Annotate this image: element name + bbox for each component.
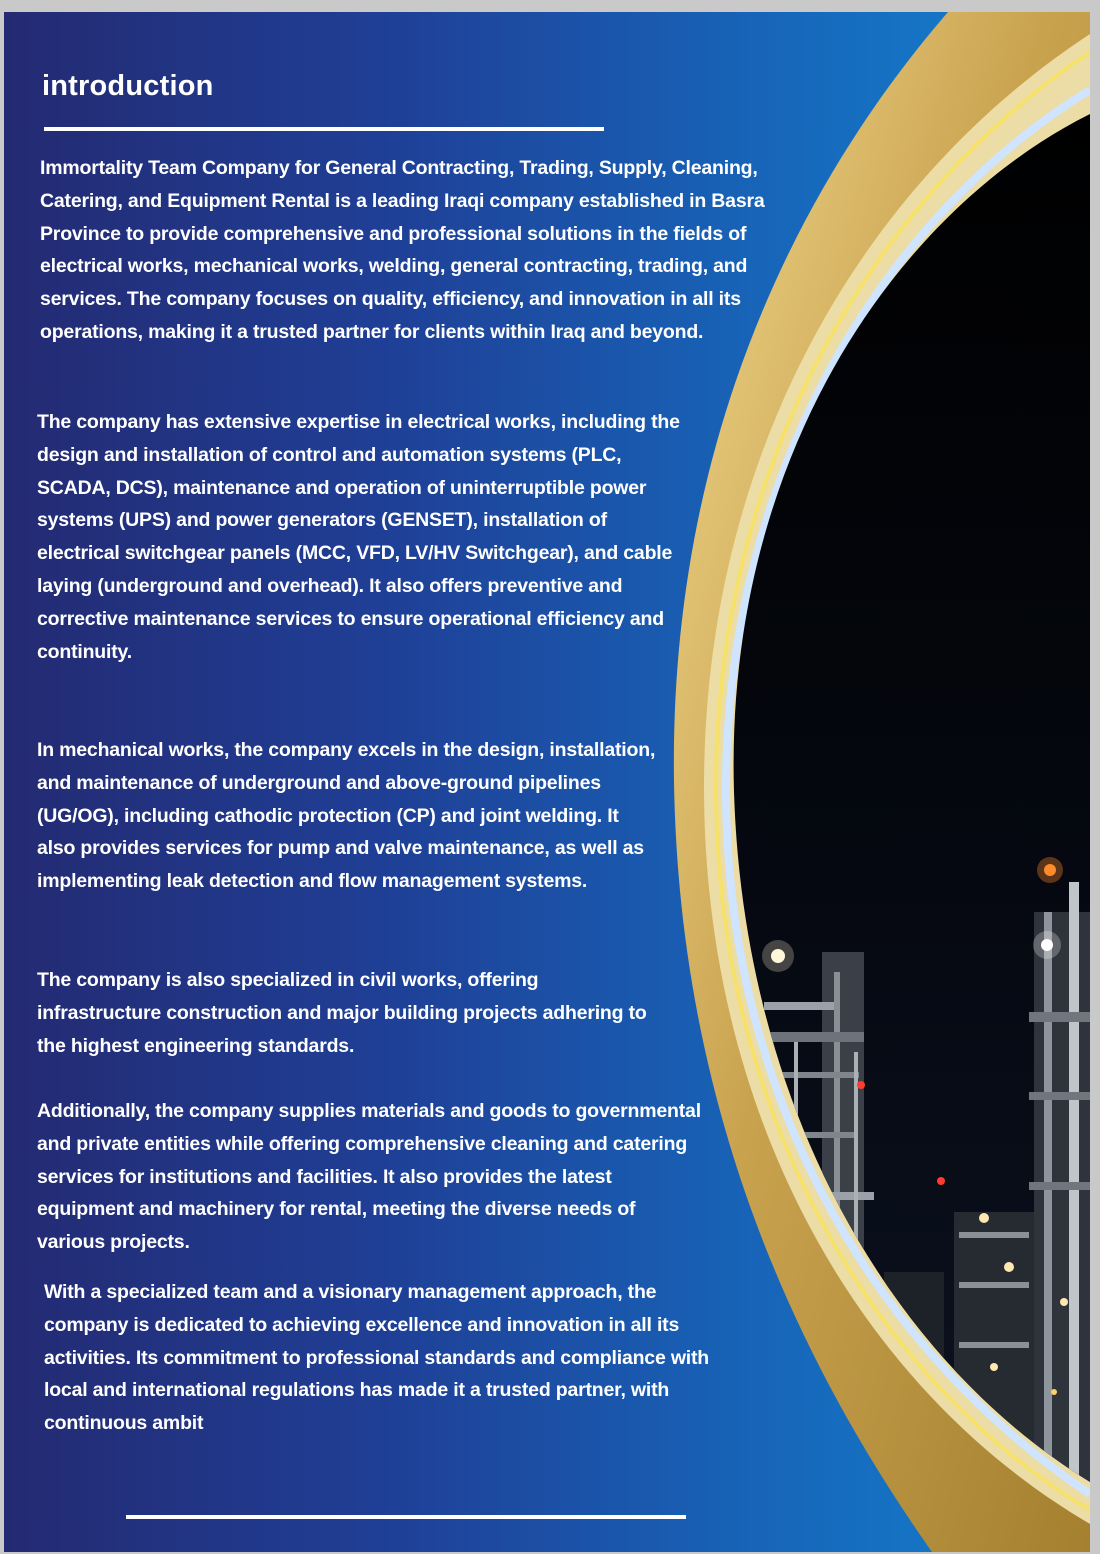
page-title: introduction bbox=[42, 70, 214, 102]
title-underline bbox=[44, 127, 604, 131]
brochure-page bbox=[4, 12, 1090, 1552]
paragraph-electrical-works: The company has extensive expertise in electrical works, including the design and installation of control and automation systems (PLC, SCADA, DCS), maintenance and operation of uninterruptible power systems (UPS) and power generators (GENSET), installation of electrical switchgear panels (MCC, VFD, LV/HV Switchgear), and cable laying (underground and overhead). It also offers preventive and corrective maintenance services to ensure operational efficiency and continuity. bbox=[37, 411, 680, 663]
footer-rule bbox=[126, 1515, 686, 1519]
paragraph-mechanical-works: In mechanical works, the company excels in the design, installation, and maintenance of underground and above-ground pipelines (UG/OG), including cathodic protection (CP) and joint welding. It also provides services for pump and valve maintenance, as well as implementing leak detection and flow management systems. bbox=[37, 739, 656, 893]
paragraph-civil-works: The company is also specialized in civil works, offering infrastructure construction and major building projects adhering to the highest engineering standards. bbox=[37, 969, 647, 1057]
paragraph-supply-services: Additionally, the company supplies materials and goods to governmental and private entities while offering comprehensive cleaning and catering services for institutions and facilities. It also provides the latest equipment and machinery for rental, meeting the diverse needs of various projects. bbox=[37, 1100, 701, 1254]
paragraph-team-vision: With a specialized team and a visionary management approach, the company is dedicated to achieving excellence and innovation in all its activities. Its commitment to professional standards and compliance with local and international regulations has made it a trusted partner, with continuous ambit bbox=[44, 1281, 710, 1435]
paragraph-company-overview: Immortality Team Company for General Contracting, Trading, Supply, Cleaning, Catering, and Equipment Rental is a leading Iraqi company established in Basra Province to provide comprehensive and professional solutions in the fields of electrical works, mechanical works, welding, general contracting, trading, and services. The company focuses on quality, efficiency, and innovation in all its operations, making it a trusted partner for clients within Iraq and beyond. bbox=[40, 157, 765, 343]
